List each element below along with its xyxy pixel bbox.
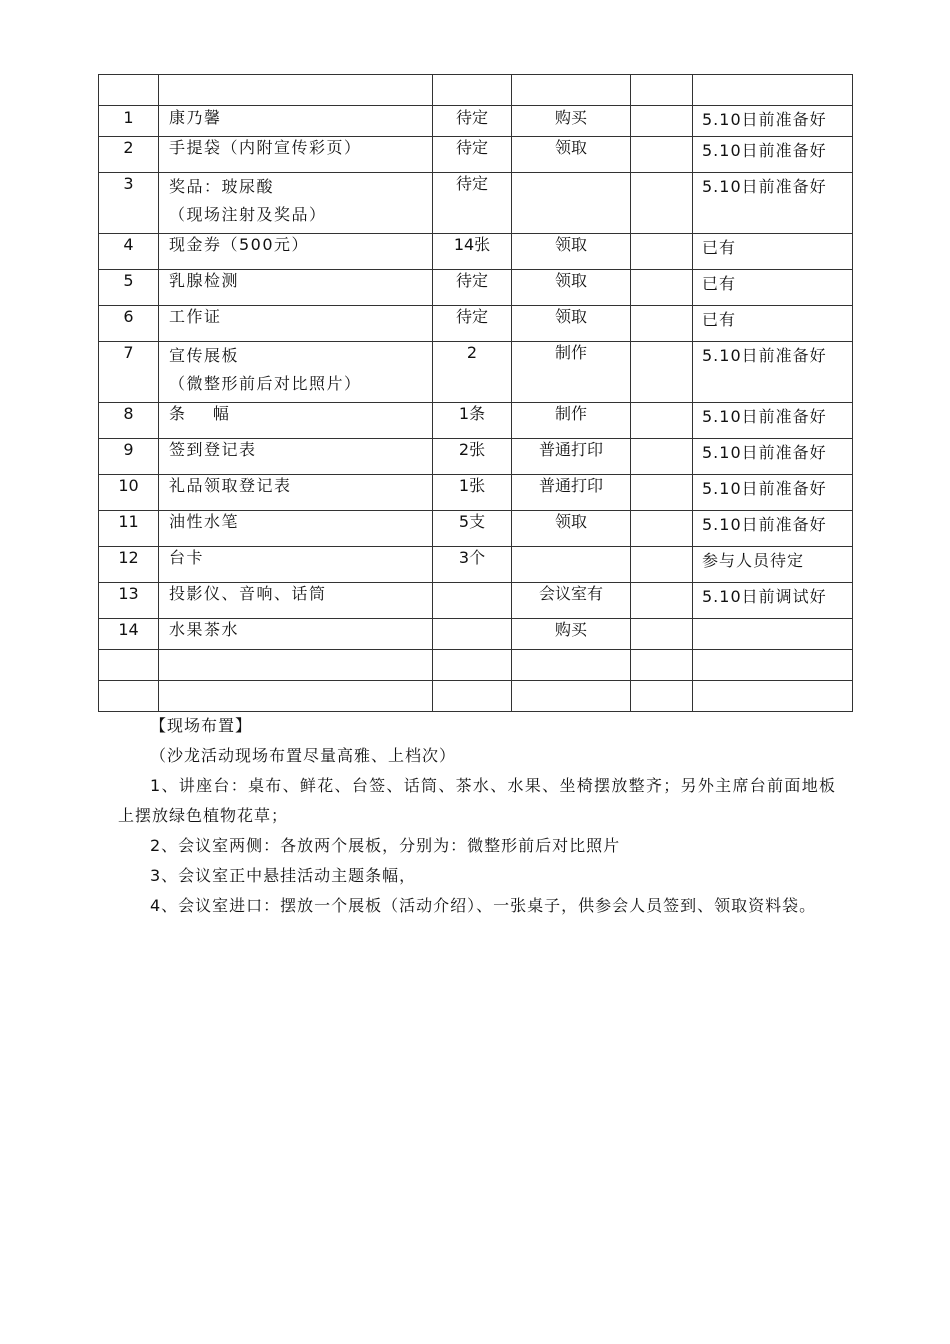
table-cell: 5支	[433, 511, 512, 547]
table-cell	[433, 650, 512, 681]
table-cell: 2	[433, 342, 512, 403]
table-cell: 领取	[512, 137, 631, 173]
table-cell	[512, 173, 631, 234]
table-cell: 奖品：玻尿酸 （现场注射及奖品）	[159, 173, 433, 234]
table-cell: 购买	[512, 619, 631, 650]
table-row	[99, 583, 853, 619]
table-cell	[433, 681, 512, 712]
table-cell	[631, 619, 693, 650]
table-cell: 5.10日前准备好	[693, 403, 853, 439]
notes-item: 1、讲座台：桌布、鲜花、台签、话筒、茶水、水果、坐椅摆放整齐；另外主席台前面地板上摆放绿色植物花草；	[118, 776, 836, 825]
table-cell	[631, 137, 693, 173]
table-cell: 条 幅	[159, 403, 433, 439]
table-cell: 手提袋（内附宣传彩页）	[159, 137, 433, 173]
table-cell	[433, 583, 512, 619]
table-cell	[693, 619, 853, 650]
notes-subheading: （沙龙活动现场布置尽量高雅、上档次）	[150, 746, 457, 765]
table-cell: 8	[99, 403, 159, 439]
table-row	[99, 681, 853, 712]
table-cell: 购买	[512, 106, 631, 137]
table-cell: 普通打印	[512, 439, 631, 475]
table-cell: 14张	[433, 234, 512, 270]
table-cell	[433, 619, 512, 650]
table-cell	[631, 583, 693, 619]
table-cell	[631, 173, 693, 234]
table-row	[99, 475, 853, 511]
table-cell: 12	[99, 547, 159, 583]
table-cell: 台卡	[159, 547, 433, 583]
materials-table-body	[99, 75, 853, 712]
table-cell: 现金券（500元）	[159, 234, 433, 270]
table-cell: 领取	[512, 270, 631, 306]
table-cell: 乳腺检测	[159, 270, 433, 306]
table-cell	[99, 681, 159, 712]
table-cell	[631, 234, 693, 270]
table-cell: 13	[99, 583, 159, 619]
table-row	[99, 342, 853, 403]
table-cell: 待定	[433, 173, 512, 234]
table-cell: 5.10日前调试好	[693, 583, 853, 619]
table-cell: 待定	[433, 270, 512, 306]
table-cell: 油性水笔	[159, 511, 433, 547]
table-cell	[631, 681, 693, 712]
table-cell: 5.10日前准备好	[693, 173, 853, 234]
table-cell: 领取	[512, 306, 631, 342]
table-cell	[631, 106, 693, 137]
table-header-cell	[512, 75, 631, 106]
table-cell: 领取	[512, 511, 631, 547]
table-cell: 已有	[693, 270, 853, 306]
table-row	[99, 173, 853, 234]
table-row	[99, 547, 853, 583]
table-row	[99, 439, 853, 475]
table-cell	[631, 342, 693, 403]
table-cell: 待定	[433, 137, 512, 173]
table-cell: 1	[99, 106, 159, 137]
table-row	[99, 270, 853, 306]
table-cell	[693, 681, 853, 712]
table-cell: 宣传展板 （微整形前后对比照片）	[159, 342, 433, 403]
table-cell: 5	[99, 270, 159, 306]
table-header-cell	[631, 75, 693, 106]
table-header-cell	[693, 75, 853, 106]
table-cell: 工作证	[159, 306, 433, 342]
table-header-cell	[159, 75, 433, 106]
table-header-row	[99, 75, 853, 106]
table-cell: 7	[99, 342, 159, 403]
table-cell: 领取	[512, 234, 631, 270]
table-cell: 5.10日前准备好	[693, 106, 853, 137]
table-cell: 1张	[433, 475, 512, 511]
table-cell: 9	[99, 439, 159, 475]
table-cell: 待定	[433, 306, 512, 342]
table-row	[99, 403, 853, 439]
table-cell: 普通打印	[512, 475, 631, 511]
table-cell: 投影仪、音响、话筒	[159, 583, 433, 619]
table-cell	[99, 650, 159, 681]
table-cell: 14	[99, 619, 159, 650]
table-cell	[631, 270, 693, 306]
table-cell: 2	[99, 137, 159, 173]
table-cell: 5.10日前准备好	[693, 137, 853, 173]
notes-item: 4、会议室进口：摆放一个展板（活动介绍）、一张桌子，供参会人员签到、领取资料袋。	[150, 896, 817, 915]
table-cell: 会议室有	[512, 583, 631, 619]
table-row	[99, 511, 853, 547]
table-row	[99, 106, 853, 137]
table-cell: 制作	[512, 403, 631, 439]
table-row	[99, 650, 853, 681]
table-cell	[631, 439, 693, 475]
table-cell: 5.10日前准备好	[693, 511, 853, 547]
table-cell: 4	[99, 234, 159, 270]
table-cell: 5.10日前准备好	[693, 475, 853, 511]
table-cell: 5.10日前准备好	[693, 342, 853, 403]
table-cell: 1条	[433, 403, 512, 439]
table-cell	[631, 306, 693, 342]
table-cell	[631, 403, 693, 439]
table-cell	[159, 650, 433, 681]
table-cell: 康乃馨	[159, 106, 433, 137]
notes-heading: 【现场布置】	[150, 716, 253, 735]
table-cell	[512, 547, 631, 583]
table-cell: 6	[99, 306, 159, 342]
table-header-cell	[99, 75, 159, 106]
table-cell	[631, 475, 693, 511]
table-cell	[631, 650, 693, 681]
notes-item: 3、会议室正中悬挂活动主题条幅，	[150, 866, 417, 885]
table-cell: 水果茶水	[159, 619, 433, 650]
table-cell: 已有	[693, 306, 853, 342]
table-cell: 2张	[433, 439, 512, 475]
table-row	[99, 234, 853, 270]
table-cell	[512, 681, 631, 712]
table-cell: 3	[99, 173, 159, 234]
table-cell: 礼品领取登记表	[159, 475, 433, 511]
table-cell: 参与人员待定	[693, 547, 853, 583]
site-layout-notes	[118, 711, 836, 921]
table-cell	[159, 681, 433, 712]
table-row	[99, 619, 853, 650]
table-row	[99, 306, 853, 342]
table-cell: 3个	[433, 547, 512, 583]
table-cell: 待定	[433, 106, 512, 137]
table-cell	[631, 547, 693, 583]
table-cell	[512, 650, 631, 681]
notes-item: 2、会议室两侧：各放两个展板，分别为：微整形前后对比照片	[150, 836, 621, 855]
table-cell	[693, 650, 853, 681]
table-row	[99, 137, 853, 173]
table-cell: 制作	[512, 342, 631, 403]
table-cell	[631, 511, 693, 547]
table-cell: 已有	[693, 234, 853, 270]
materials-table	[98, 74, 853, 712]
table-cell: 10	[99, 475, 159, 511]
table-header-cell	[433, 75, 512, 106]
table-cell: 签到登记表	[159, 439, 433, 475]
table-cell: 11	[99, 511, 159, 547]
table-cell: 5.10日前准备好	[693, 439, 853, 475]
